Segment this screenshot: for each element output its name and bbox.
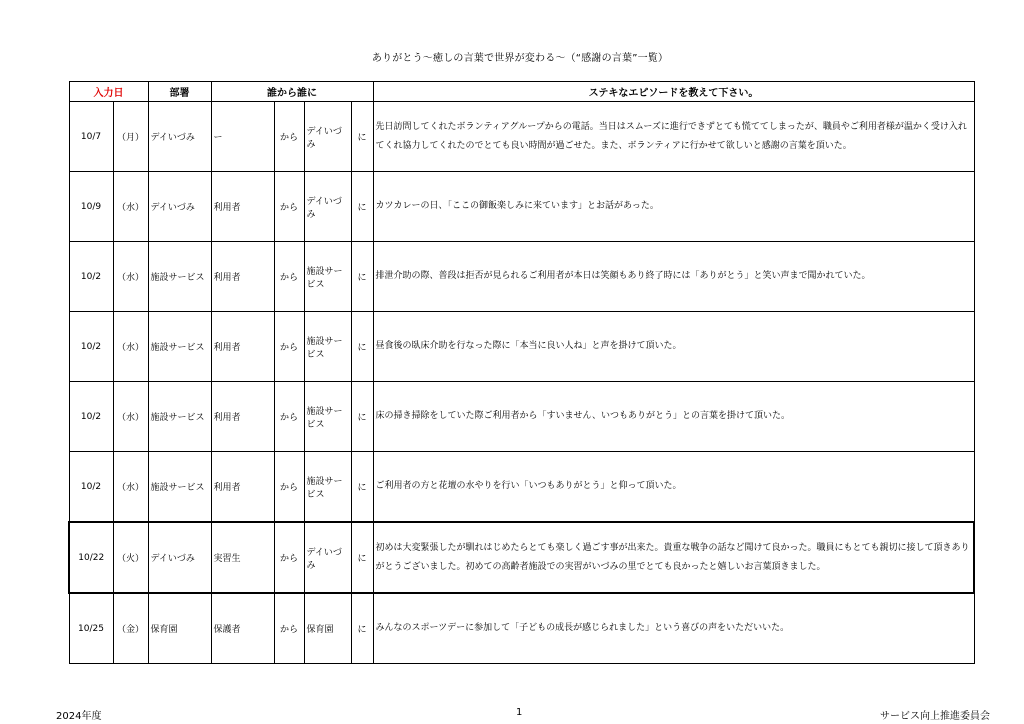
date-cell: 10/2 xyxy=(69,242,113,312)
episode-cell: 床の掃き掃除をしていた際ご利用者から「すいません、いつもありがとう」との言葉を掛けて頂いた。 xyxy=(373,382,974,452)
document-title: ありがとう～癒しの言葉で世界が変わる～（“感謝の言葉”一覧） xyxy=(371,53,669,64)
from-cell: 保護者 xyxy=(211,593,274,664)
header-who: 誰から誰に xyxy=(211,82,373,102)
to-cell: デイいづみ xyxy=(304,102,351,172)
from-cell: 利用者 xyxy=(211,382,274,452)
from-cell: 実習生 xyxy=(211,522,274,593)
to-cell: 施設サービス xyxy=(304,312,351,382)
weekday-cell: （水） xyxy=(113,452,148,523)
table-row xyxy=(69,312,974,382)
ni-cell: に xyxy=(351,172,373,242)
ni-cell: に xyxy=(351,242,373,312)
date-cell: 10/25 xyxy=(69,593,113,664)
dept-cell: デイいづみ xyxy=(148,172,211,242)
episode-cell: ご利用者の方と花壇の水やりを行い「いつもありがとう」と仰って頂いた。 xyxy=(373,452,974,523)
weekday-cell: （火） xyxy=(113,522,148,593)
dept-cell: 施設サービス xyxy=(148,312,211,382)
dept-cell: 保育園 xyxy=(148,593,211,664)
table-row-highlighted xyxy=(69,522,974,593)
from-cell: 利用者 xyxy=(211,312,274,382)
episode-cell: カツカレーの日、「ここの御飯楽しみに来ています」とお話があった。 xyxy=(373,172,974,242)
weekday-cell: （水） xyxy=(113,242,148,312)
dept-cell: デイいづみ xyxy=(148,522,211,593)
ni-cell: に xyxy=(351,522,373,593)
episode-cell: 初めは大変緊張したが馴れはじめたらとても楽しく過ごす事が出来た。貴重な戦争の話など聞けて良かった。職員にもとても親切に接して頂きありがとうございました。初めての高齢者施設での実習がいづみの里でとても良かったと嬉しいお言葉頂きました。 xyxy=(373,522,974,593)
table-row xyxy=(69,242,974,312)
to-cell: デイいづみ xyxy=(304,172,351,242)
episode-cell: 先日訪問してくれたボランティアグループからの電話。当日はスムーズに進行できずとても慌ててしまったが、職員やご利用者様が温かく受け入れてくれ協力してくれたのでとても良い時間が過ごせた。また、ボランティアに行かせて欲しいと感謝の言葉を頂いた。 xyxy=(373,102,974,172)
kara-cell: から xyxy=(274,593,304,664)
ni-cell: に xyxy=(351,452,373,523)
kara-cell: から xyxy=(274,172,304,242)
dept-cell: 施設サービス xyxy=(148,242,211,312)
footer-fiscal-year: 2024年度 xyxy=(56,711,102,722)
episode-cell: 昼食後の臥床介助を行なった際に「本当に良い人ね」と声を掛けて頂いた。 xyxy=(373,312,974,382)
table-row xyxy=(69,102,974,172)
kara-cell: から xyxy=(274,242,304,312)
kara-cell: から xyxy=(274,102,304,172)
weekday-cell: （水） xyxy=(113,382,148,452)
dept-cell: 施設サービス xyxy=(148,382,211,452)
footer-committee: サービス向上推進委員会 xyxy=(880,711,990,722)
to-cell: 施設サービス xyxy=(304,242,351,312)
weekday-cell: （月） xyxy=(113,102,148,172)
dept-cell: デイいづみ xyxy=(148,102,211,172)
dept-cell: 施設サービス xyxy=(148,452,211,523)
to-cell: デイいづみ xyxy=(304,522,351,593)
date-cell: 10/2 xyxy=(69,452,113,523)
ni-cell: に xyxy=(351,312,373,382)
ni-cell: に xyxy=(351,382,373,452)
ni-cell: に xyxy=(351,593,373,664)
to-cell: 保育園 xyxy=(304,593,351,664)
ni-cell: に xyxy=(351,102,373,172)
from-cell: 利用者 xyxy=(211,242,274,312)
table-row xyxy=(69,382,974,452)
from-cell: ー xyxy=(211,102,274,172)
kara-cell: から xyxy=(274,452,304,523)
header-episode: ステキなエピソードを教えて下さい。 xyxy=(373,82,974,102)
weekday-cell: （水） xyxy=(113,312,148,382)
gratitude-table xyxy=(68,81,975,664)
weekday-cell: （金） xyxy=(113,593,148,664)
date-cell: 10/2 xyxy=(69,382,113,452)
header-row xyxy=(69,82,974,102)
date-cell: 10/22 xyxy=(69,522,113,593)
table-row xyxy=(69,452,974,523)
to-cell: 施設サービス xyxy=(304,452,351,523)
date-cell: 10/9 xyxy=(69,172,113,242)
header-date: 入力日 xyxy=(69,82,148,102)
from-cell: 利用者 xyxy=(211,172,274,242)
from-cell: 利用者 xyxy=(211,452,274,523)
episode-cell: 排泄介助の際、普段は拒否が見られるご利用者が本日は笑顔もあり終了時には「ありがとう」と笑い声まで聞かれていた。 xyxy=(373,242,974,312)
episode-cell: みんなのスポーツデーに参加して「子どもの成長が感じられました」という喜びの声をいただいいた。 xyxy=(373,593,974,664)
weekday-cell: （水） xyxy=(113,172,148,242)
table-row xyxy=(69,593,974,664)
to-cell: 施設サービス xyxy=(304,382,351,452)
table-row xyxy=(69,172,974,242)
kara-cell: から xyxy=(274,312,304,382)
date-cell: 10/2 xyxy=(69,312,113,382)
kara-cell: から xyxy=(274,522,304,593)
kara-cell: から xyxy=(274,382,304,452)
date-cell: 10/7 xyxy=(69,102,113,172)
footer-page-number: 1 xyxy=(516,707,523,718)
header-dept: 部署 xyxy=(148,82,211,102)
